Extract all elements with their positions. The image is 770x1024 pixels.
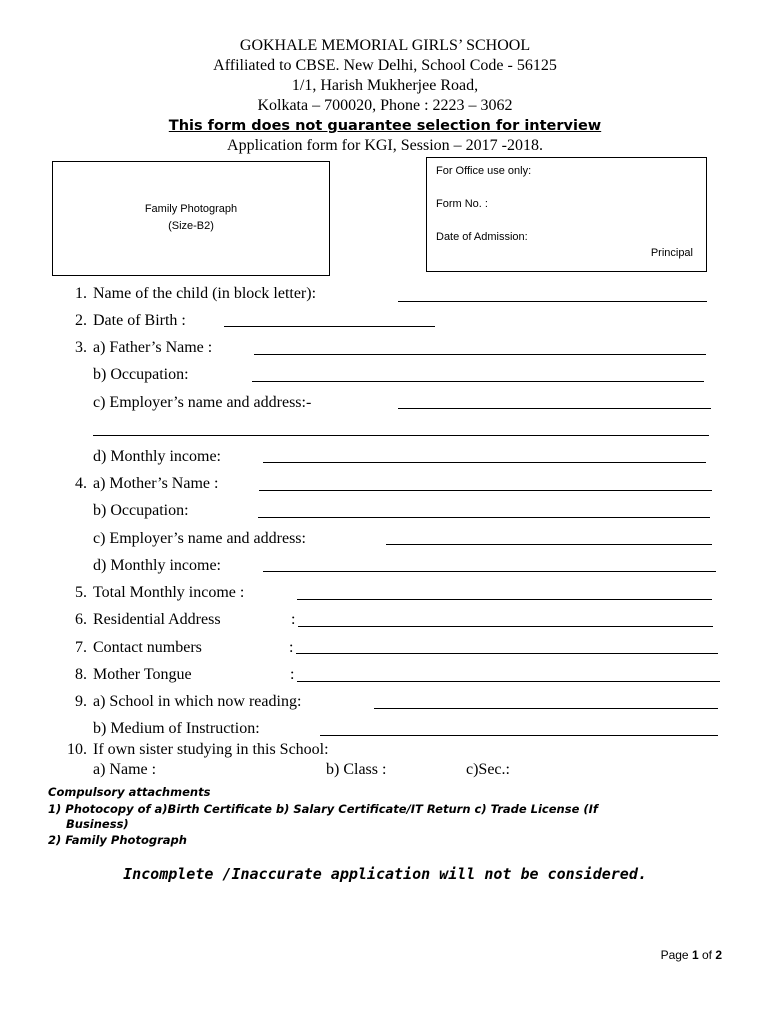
father-income-label: d) Monthly income: xyxy=(93,448,221,465)
address-line-2: Kolkata – 700020, Phone : 2223 – 3062 xyxy=(257,97,513,114)
office-use-box xyxy=(426,157,707,272)
page-of: of xyxy=(698,948,716,962)
field-number: 1. xyxy=(75,285,87,302)
office-use-heading: For Office use only: xyxy=(436,165,532,177)
field-number: 9. xyxy=(75,693,87,710)
separator-colon: : xyxy=(289,639,294,656)
child-name-label: Name of the child (in block letter): xyxy=(93,285,317,302)
date-of-birth-label: Date of Birth : xyxy=(93,312,186,329)
attachment-item-1: 1) Photocopy of a)Birth Certificate b) Salary Certificate/IT Return c) Trade License (If xyxy=(48,802,598,816)
total-income-label: Total Monthly income : xyxy=(93,584,245,601)
sister-name-label: a) Name : xyxy=(93,761,157,778)
page-total: 2 xyxy=(715,948,722,962)
father-employer-input[interactable] xyxy=(398,408,711,409)
family-photograph-box[interactable] xyxy=(52,161,330,276)
sister-section-label: c)Sec.: xyxy=(466,761,510,778)
photo-label: Family Photograph xyxy=(144,203,238,215)
residential-address-label: Residential Address xyxy=(93,611,221,628)
mother-employer-input[interactable] xyxy=(386,544,712,545)
attachment-item-2: 2) Family Photograph xyxy=(48,833,187,847)
field-number: 8. xyxy=(75,666,87,683)
medium-of-instruction-input[interactable] xyxy=(320,735,718,736)
total-income-input[interactable] xyxy=(297,599,712,600)
mother-employer-label: c) Employer’s name and address: xyxy=(93,530,306,547)
father-occupation-input[interactable] xyxy=(252,381,704,382)
field-number: 2. xyxy=(75,312,87,329)
incomplete-application-warning: Incomplete /Inaccurate application will not be considered. xyxy=(123,865,647,883)
father-name-input[interactable] xyxy=(254,354,706,355)
father-employer-input-continued[interactable] xyxy=(93,435,709,436)
child-name-input[interactable] xyxy=(398,301,707,302)
attachments-heading: Compulsory attachments xyxy=(48,785,211,799)
field-number: 6. xyxy=(75,611,87,628)
mother-name-label: a) Mother’s Name : xyxy=(93,475,219,492)
page-number xyxy=(661,948,722,962)
field-number: 4. xyxy=(75,475,87,492)
attachment-item-1-continued: Business) xyxy=(66,817,129,831)
field-number: 5. xyxy=(75,584,87,601)
school-name: GOKHALE MEMORIAL GIRLS’ SCHOOL xyxy=(239,37,531,54)
residential-address-input[interactable] xyxy=(298,626,713,627)
date-of-admission-label: Date of Admission: xyxy=(436,231,528,243)
interview-notice: This form does not guarantee selection for interview xyxy=(168,118,602,134)
contact-numbers-label: Contact numbers xyxy=(93,639,202,656)
form-number-label: Form No. : xyxy=(436,198,488,210)
separator-colon: : xyxy=(291,611,296,628)
mother-tongue-input[interactable] xyxy=(297,681,720,682)
father-income-input[interactable] xyxy=(263,462,706,463)
field-number: 10. xyxy=(67,741,87,758)
father-name-label: a) Father’s Name : xyxy=(93,339,213,356)
field-number: 7. xyxy=(75,639,87,656)
father-employer-label: c) Employer’s name and address:- xyxy=(93,394,312,411)
form-subtitle: Application form for KGI, Session – 2017 -2018. xyxy=(227,137,543,154)
page-prefix: Page xyxy=(660,948,692,962)
current-school-input[interactable] xyxy=(374,708,718,709)
sister-class-label: b) Class : xyxy=(326,761,387,778)
mother-name-input[interactable] xyxy=(259,490,712,491)
address-line-1: 1/1, Harish Mukherjee Road, xyxy=(291,77,479,94)
medium-of-instruction-label: b) Medium of Instruction: xyxy=(93,720,260,737)
mother-occupation-label: b) Occupation: xyxy=(93,502,189,519)
mother-occupation-input[interactable] xyxy=(258,517,710,518)
current-school-label: a) School in which now reading: xyxy=(93,693,302,710)
date-of-birth-input[interactable] xyxy=(224,326,435,327)
mother-tongue-label: Mother Tongue xyxy=(93,666,192,683)
mother-income-input[interactable] xyxy=(263,571,716,572)
page-current: 1 xyxy=(691,948,699,962)
field-number: 3. xyxy=(75,339,87,356)
affiliation-line: Affiliated to CBSE. New Delhi, School Code - 56125 xyxy=(213,57,557,74)
separator-colon: : xyxy=(290,666,295,683)
sister-in-school-label: If own sister studying in this School: xyxy=(93,741,329,758)
photo-size: (Size-B2) xyxy=(168,220,214,232)
principal-label: Principal xyxy=(650,247,693,259)
mother-income-label: d) Monthly income: xyxy=(93,557,221,574)
father-occupation-label: b) Occupation: xyxy=(93,366,189,383)
contact-numbers-input[interactable] xyxy=(296,653,718,654)
